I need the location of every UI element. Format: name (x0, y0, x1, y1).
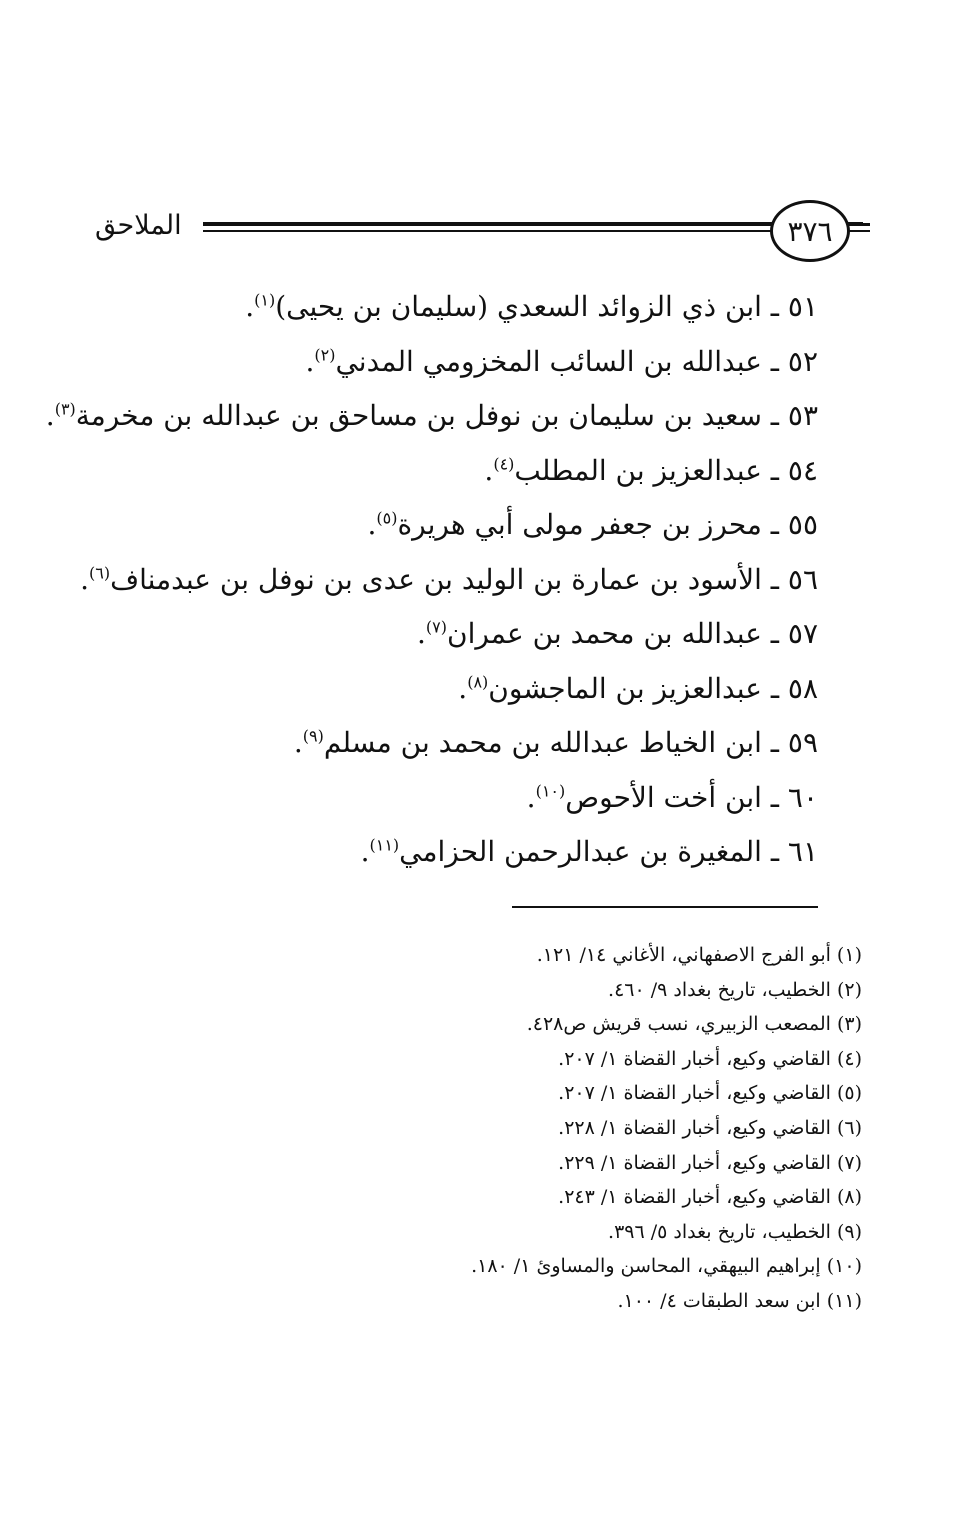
header-rule (203, 222, 863, 226)
footnote-ref: (٢) (314, 345, 336, 365)
list-item: ٥١ ـ ابن ذي الزوائد السعدي (سليمان بن يحيى)$^{(١)}$. (245, 290, 818, 323)
footnote: (٥) القاضي وكيع، أخبار القضاة ١/ ٢٠٧. (558, 1082, 862, 1105)
entry-text: ٥٣ ـ سعيد بن سليمان بن نوفل بن مساحق بن عبدالله بن مخرمة (75, 399, 818, 432)
footnote-ref: (٩) (302, 726, 324, 746)
footnote: (١٠) إبراهيم البيهقي، المحاسن والمساوئ ١/ ١٨٠. (471, 1255, 862, 1278)
entry-text: ٥١ ـ ابن ذي الزوائد السعدي (سليمان بن يحيى) (275, 290, 818, 323)
running-title: الملاحق (95, 210, 182, 241)
entry-text: ٥٤ ـ عبدالعزيز بن المطلب (514, 453, 818, 487)
footnote: (٢) الخطيب، تاريخ بغداد ٩/ ٤٦٠. (608, 978, 862, 1001)
footnote: (٣) المصعب الزبيري، نسب قريش ص٤٢٨. (526, 1013, 862, 1036)
entry-text: ٦١ ـ المغيرة بن عبدالرحمن الحزامي (399, 835, 818, 868)
footnote-ref: (١) (254, 290, 276, 310)
list-item: ٥٣ ـ سعيد بن سليمان بن نوفل بن مساحق بن عبدالله بن مخرمة$^{(٣)}$. (45, 399, 818, 432)
footnote-ref: (٥) (376, 508, 398, 528)
list-item: ٥٢ ـ عبدالله بن السائب المخزومي المدني$^{(٢)}$. (305, 344, 818, 378)
entry-text: ٥٨ ـ عبدالعزيز بن الماجشون (488, 671, 818, 705)
footnote: (٨) القاضي وكيع، أخبار القضاة ١/ ٢٤٣. (558, 1186, 862, 1209)
footnote: (١١) ابن سعد الطبقات ٤/ ١٠٠. (617, 1289, 862, 1312)
footnote-ref: (٨) (467, 672, 489, 692)
footnote-ref: (١١) (369, 835, 400, 855)
entry-text: ٥٦ ـ الأسود بن عمارة بن الوليد بن عدى بن نوفل بن عبدمناف (110, 562, 818, 596)
page-header (95, 200, 870, 270)
list-item: ٥٩ ـ ابن الخياط عبدالله بن محمد بن مسلم$^{(٩)}$. (293, 726, 818, 759)
footnote: (١) أبو الفرج الاصفهاني، الأغاني ١٤/ ١٢١. (536, 944, 862, 966)
footnote: (٦) القاضي وكيع، أخبار القضاة ١/ ٢٢٨. (558, 1116, 862, 1139)
footnote-ref: (١٠) (535, 781, 566, 801)
footnote-separator (512, 906, 818, 908)
entry-text: ٥٥ ـ محرز بن جعفر مولى أبي هريرة (397, 508, 818, 541)
entry-text: ٥٩ ـ ابن الخياط عبدالله بن محمد بن مسلم (323, 726, 818, 759)
footnote: (٧) القاضي وكيع، أخبار القضاة ١/ ٢٢٩. (558, 1151, 862, 1174)
entry-text: ٥٧ ـ عبدالله بن محمد بن عمران (447, 617, 818, 650)
entries-list (45, 280, 818, 880)
footnote-ref: (٧) (425, 617, 447, 637)
footnotes-list (162, 938, 862, 1319)
header-rule-thin (203, 230, 863, 232)
list-item: ٥٧ ـ عبدالله بن محمد بن عمران$^{(٧)}$. (417, 617, 818, 650)
list-item: ٥٦ ـ الأسود بن عمارة بن الوليد بن عدى بن نوفل بن عبدمناف$^{(٦)}$. (80, 562, 818, 596)
footnote-ref: (٦) (89, 563, 111, 583)
list-item: ٥٥ ـ محرز بن جعفر مولى أبي هريرة$^{(٥)}$. (367, 508, 818, 541)
list-item: ٦٠ ـ ابن أخت الأحوص$^{(١٠)}$. (526, 780, 818, 814)
footnote: (٩) الخطيب، تاريخ بغداد ٥/ ٣٩٦. (608, 1220, 862, 1243)
footnote: (٤) القاضي وكيع، أخبار القضاة ١/ ٢٠٧. (558, 1047, 862, 1070)
footnote-ref: (٣) (54, 399, 76, 419)
entry-text: ٥٢ ـ عبدالله بن السائب المخزومي المدني (335, 344, 818, 378)
list-item: ٥٨ ـ عبدالعزيز بن الماجشون$^{(٨)}$. (458, 671, 818, 705)
list-item: ٥٤ ـ عبدالعزيز بن المطلب$^{(٤)}$. (484, 453, 818, 487)
page-number: ٣٧٦ (770, 200, 850, 262)
list-item: ٦١ ـ المغيرة بن عبدالرحمن الحزامي$^{(١١)}$. (360, 835, 818, 868)
footnote-ref: (٤) (493, 454, 515, 474)
entry-text: ٦٠ ـ ابن أخت الأحوص (565, 780, 818, 814)
